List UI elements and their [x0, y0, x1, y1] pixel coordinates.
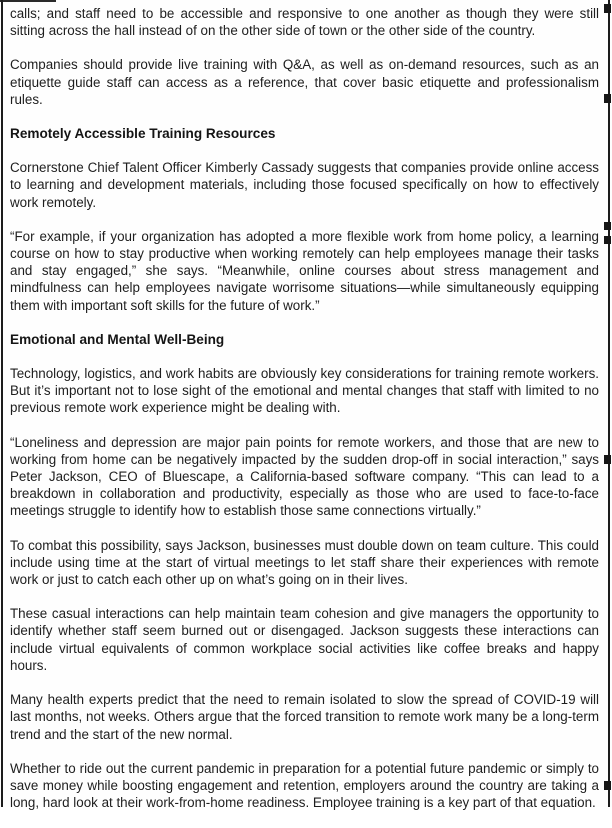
- scan-mark: [604, 236, 611, 244]
- paragraph: Whether to ride out the current pandemic in preparation for a potential future pandemic or simply to save money while boosting engagement and retention, employers around the country are taking a long, hard look at their work-from-home readiness. Employee training is a key part of that equation.: [10, 760, 599, 811]
- paragraph: These casual interactions can help maintain team cohesion and give managers the opportunity to identify whether staff seem burned out or disengaged. Jackson suggests these interactions can include virtual equivalents of common workplace social activities like coffee breaks and happy hours.: [10, 606, 599, 673]
- page-edge-left: [1, 0, 3, 807]
- scan-mark: [604, 222, 611, 230]
- paragraph: Companies should provide live training with Q&A, as well as on-demand resources, such as an etiquette guide staff can access as a reference, that cover basic etiquette and professionalism rules.: [10, 57, 599, 107]
- page-edge-right: [608, 0, 610, 807]
- paragraph: Cornerstone Chief Talent Officer Kimberly Cassady suggests that companies provide online access to learning and development materials, including those focused specifically on how to effectively work remotely.: [10, 160, 599, 210]
- section-heading: Remotely Accessible Training Resources: [10, 126, 276, 142]
- paragraph: “Loneliness and depression are major pain points for remote workers, and those that are new to working from home can be negatively impacted by the sudden drop-off in social interaction,” says Peter Jackson, CEO of Bluescape, a California-based software company. “This can lead to a breakdown in collaboration and productivity, especially as those who are used to face-to-face meetings struggle to identify how to establish those same connections virtually.”: [10, 434, 599, 519]
- paragraph: Technology, logistics, and work habits are obviously key considerations for training remote workers. But it’s important not to lose sight of the emotional and mental changes that staff with limited to no previous remote work experience might be dealing with.: [10, 366, 599, 416]
- paragraph: “For example, if your organization has adopted a more flexible work from home policy, a learning course on how to stay productive when working remotely can help employees manage their tasks and stay engaged,” she says. “Meanwhile, online courses about stress management and mindfulness can help employees navigate worrisome situations—while simultaneously equipping them with important soft skills for the future of work.”: [10, 228, 599, 313]
- paragraph: To combat this possibility, says Jackson, businesses must double down on team culture. This could include using time at the start of virtual meetings to let staff share their experiences with remote work or just to catch each other up on what’s going on in their lives.: [10, 537, 599, 588]
- article-content: [10, 5, 599, 828]
- scan-mark: [604, 4, 611, 13]
- scan-mark: [604, 94, 611, 103]
- paragraph: calls; and staff need to be accessible and responsive to one another as though they were still sitting across the hall instead of on the other side of town or the other side of the country.: [10, 6, 599, 39]
- section-heading: Emotional and Mental Well-Being: [10, 331, 225, 347]
- scan-mark: [604, 781, 611, 790]
- scan-mark: [604, 455, 611, 464]
- page-edge-top: [0, 0, 56, 2]
- paragraph: Many health experts predict that the need to remain isolated to slow the spread of COVID-19 will last months, not weeks. Others argue that the forced transition to remote work many be a long-term trend and the start of the new normal.: [10, 692, 599, 742]
